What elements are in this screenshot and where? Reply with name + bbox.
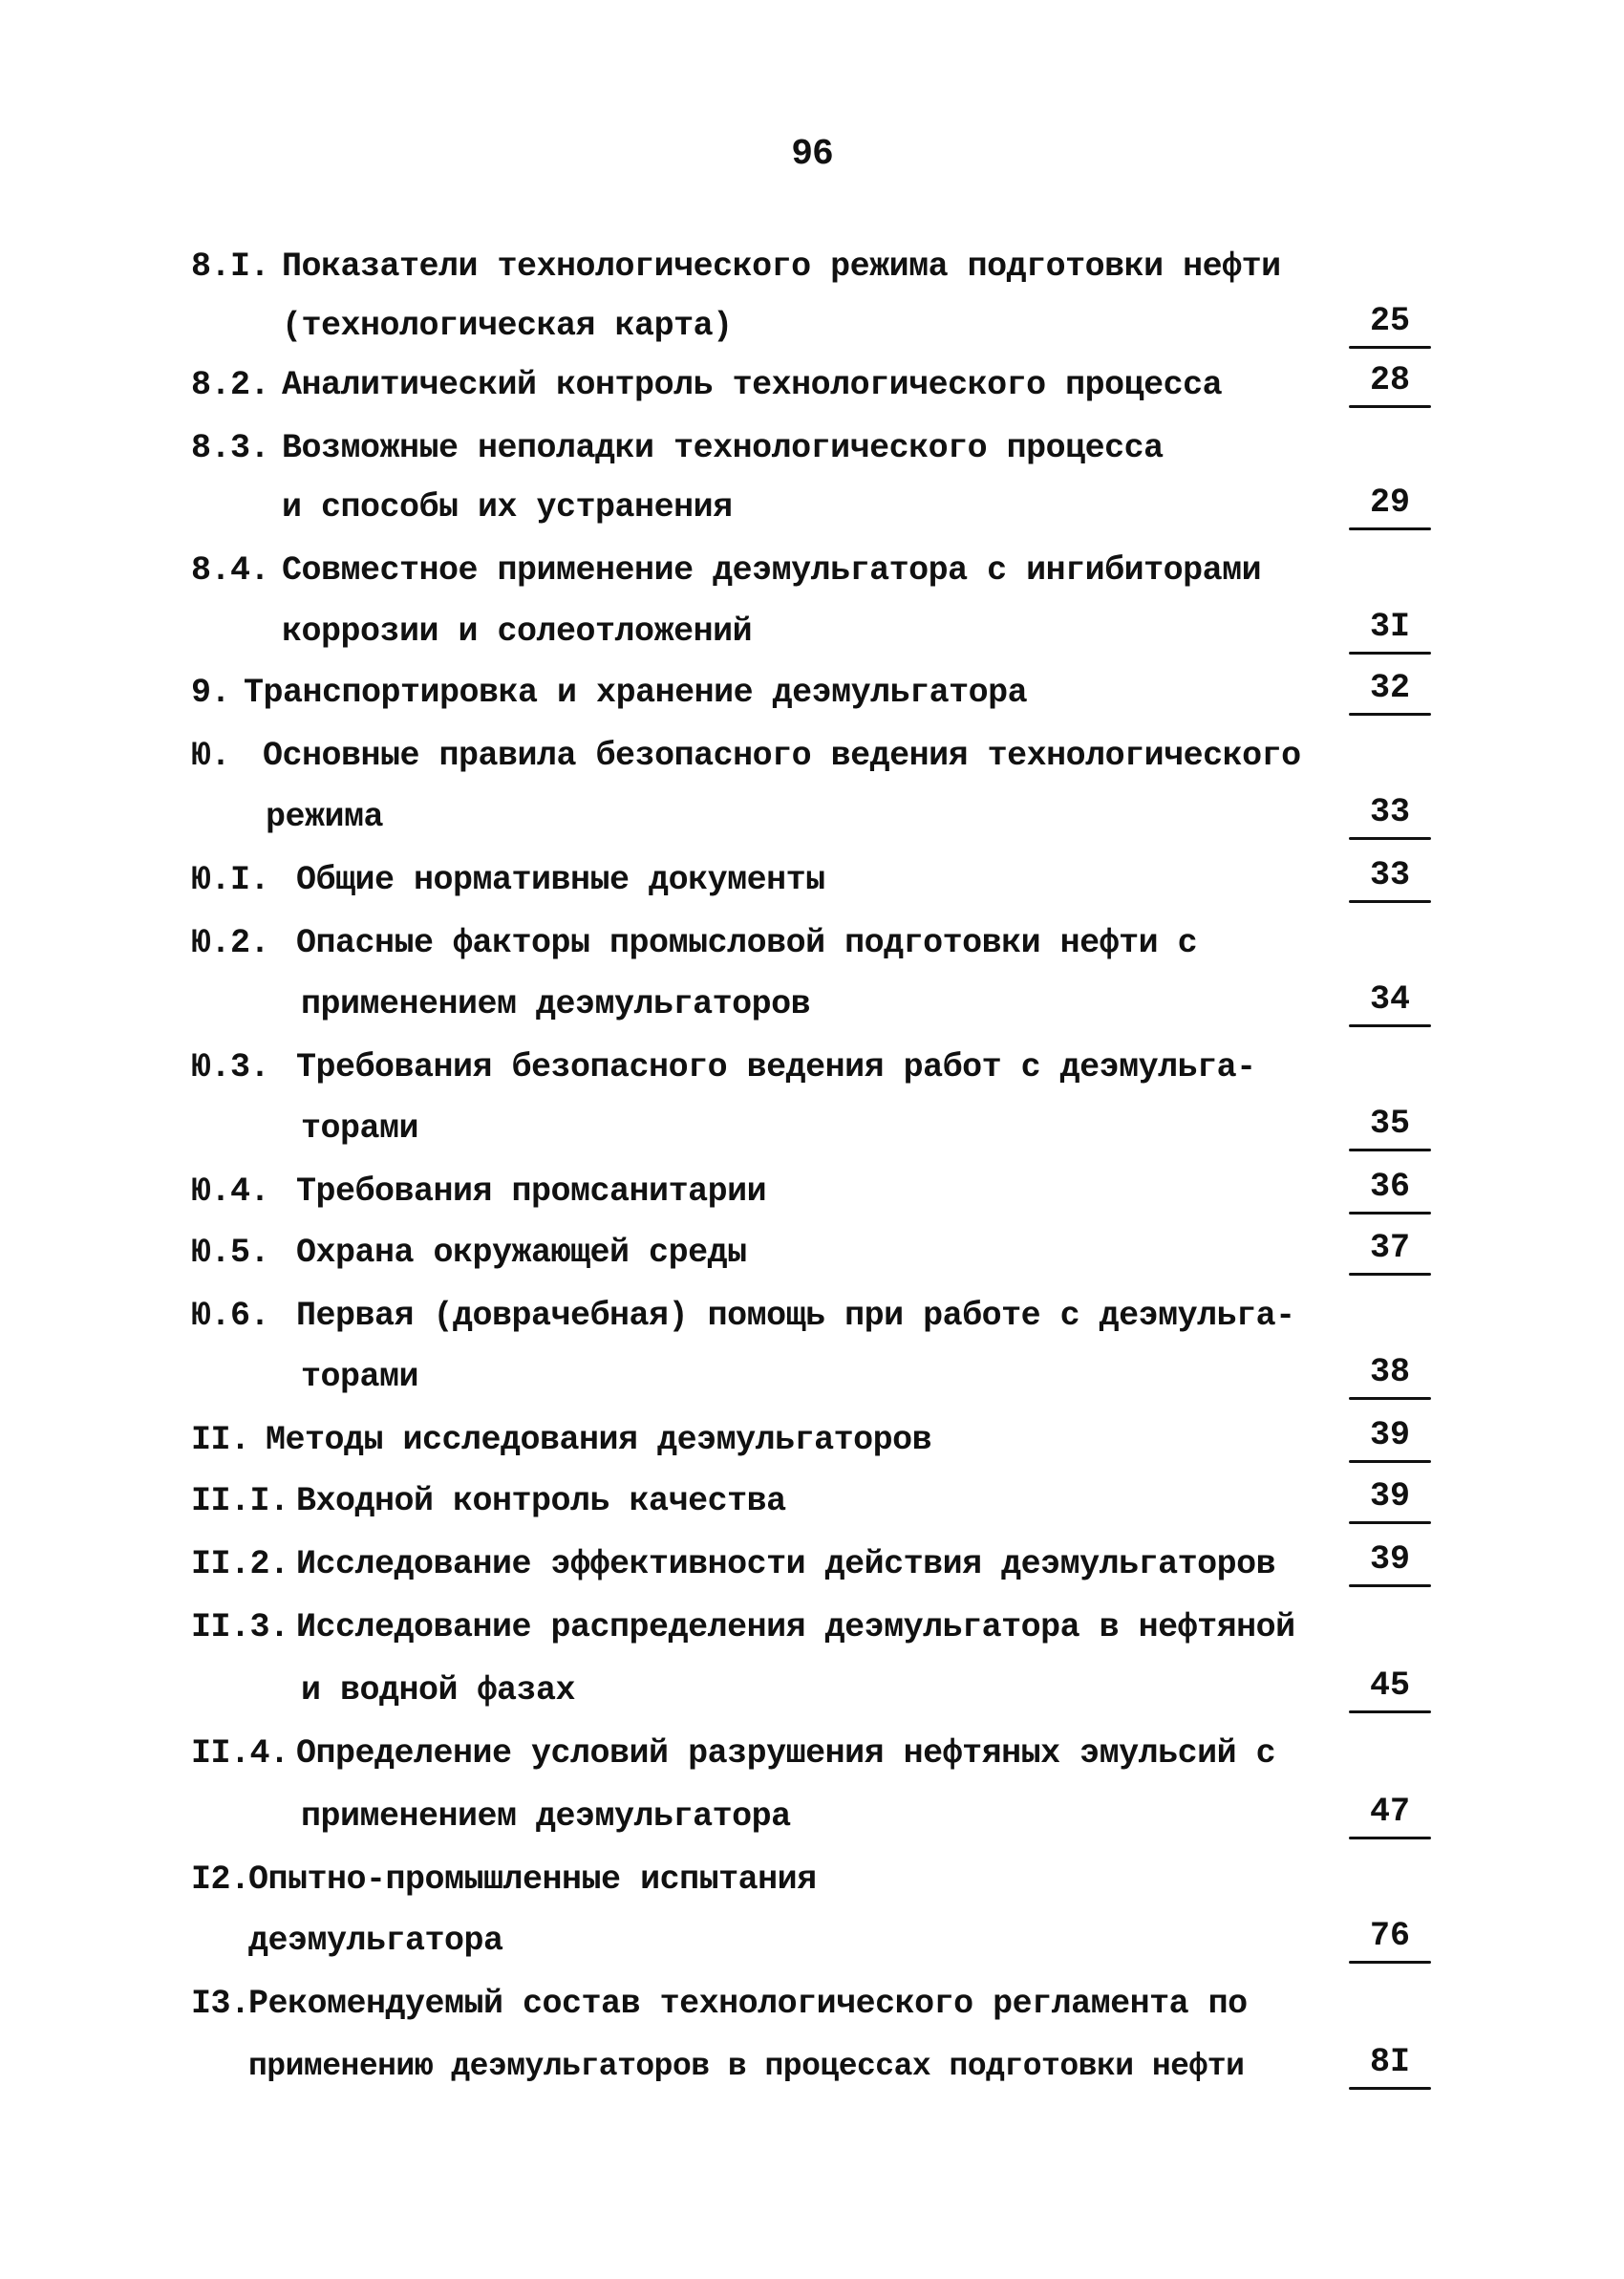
toc-entry-10-6 (191, 1288, 1433, 1351)
toc-entry-title: Охрана окружающей среды (296, 1234, 747, 1272)
toc-entry-number: Ю.6. (191, 1297, 270, 1335)
toc-page-number (1347, 1225, 1433, 1271)
toc-entry-8-4 (191, 543, 1433, 606)
toc-entry-number: II. (191, 1421, 250, 1459)
toc-page-number (1347, 789, 1433, 835)
toc-entry-title-continued: применением деэмульгатора (301, 1797, 791, 1836)
page-underline (1349, 346, 1431, 349)
page-underline (1349, 1149, 1431, 1151)
toc-page-number (1347, 1913, 1433, 1959)
toc-entry-number: 8.4. (191, 551, 270, 590)
page-underline (1349, 713, 1431, 716)
page-ref: 39 (1369, 1416, 1410, 1454)
toc-entry-title: Транспортировка и хранение деэмульгатора (244, 674, 1028, 712)
page-ref: 36 (1369, 1168, 1410, 1206)
toc-entry-title: Методы исследования деэмульгаторов (266, 1421, 932, 1459)
toc-page-number (1347, 357, 1433, 403)
toc-entry-8-3 (191, 420, 1433, 484)
page-ref: 37 (1369, 1229, 1410, 1267)
page-ref: 25 (1369, 302, 1410, 340)
toc-entry-11-3-cont (191, 1663, 1433, 1726)
toc-page-number (1347, 665, 1433, 711)
toc-entry-title-continued: коррозии и солеотложений (282, 613, 753, 651)
toc-entry-8-2 (191, 357, 1433, 420)
toc-page-number (1347, 298, 1433, 344)
page-ref: 8I (1369, 2043, 1410, 2081)
toc-entry-title-continued: деэмульгатора (248, 1922, 503, 1960)
toc-entry-title-continued: и водной фазах (301, 1671, 576, 1709)
toc-entry-number: II.2. (191, 1545, 289, 1583)
page-underline (1349, 837, 1431, 840)
toc-entry-number: II.4. (191, 1734, 289, 1773)
toc-entry-number: Ю.I. (191, 861, 270, 899)
toc-entry-number: 8.3. (191, 429, 270, 467)
toc-entry-title-continued: режима (266, 798, 384, 836)
page-underline (1349, 900, 1431, 903)
page-ref: 39 (1369, 1477, 1410, 1516)
toc-page-number (1347, 852, 1433, 898)
page-underline (1349, 1460, 1431, 1463)
page-ref: 39 (1369, 1540, 1410, 1579)
toc-entry-title-continued: применением деэмульгаторов (301, 985, 811, 1023)
toc-page-number (1347, 1473, 1433, 1519)
toc-entry-10-1 (191, 852, 1433, 915)
toc-page-number (1347, 977, 1433, 1022)
page-underline (1349, 652, 1431, 655)
toc-entry-title: Определение условий разрушения нефтяных эмульсий с (296, 1734, 1276, 1773)
toc-entry-13-cont (191, 2039, 1433, 2102)
page-ref: 35 (1369, 1105, 1410, 1143)
toc-entry-8-3-cont (191, 480, 1433, 543)
toc-entry-title: Возможные неполадки технологического процесса (282, 429, 1164, 467)
toc-page-number (1347, 1349, 1433, 1395)
toc-page-number (1347, 1164, 1433, 1210)
toc-entry-8-4-cont (191, 604, 1433, 667)
toc-entry-title: Аналитический контроль технологического процесса (282, 366, 1223, 404)
toc-entry-number: Ю.3. (191, 1048, 270, 1086)
page-underline (1349, 1584, 1431, 1587)
page-number: 96 (791, 134, 833, 175)
toc-entry-title-continued: и способы их устранения (282, 488, 733, 527)
toc-entry-title: Требования промсанитарии (296, 1172, 767, 1211)
toc-entry-title: Совместное применение деэмульгатора с ингибиторами (282, 551, 1262, 590)
toc-entry-11-2 (191, 1537, 1433, 1600)
toc-entry-11-3 (191, 1600, 1433, 1663)
page-underline (1349, 1837, 1431, 1839)
toc-entry-number: II.3. (191, 1608, 289, 1646)
toc-entry-11 (191, 1412, 1433, 1475)
table-of-contents (191, 239, 1433, 2150)
toc-entry-10-5 (191, 1225, 1433, 1288)
toc-entry-title-continued: (технологическая карта) (282, 307, 733, 345)
toc-entry-number: I2. (191, 1860, 250, 1899)
toc-page-number (1347, 1101, 1433, 1147)
page-underline (1349, 2087, 1431, 2090)
page-underline (1349, 1397, 1431, 1400)
page-underline (1349, 1961, 1431, 1964)
page-underline (1349, 405, 1431, 408)
toc-entry-10-2-cont (191, 977, 1433, 1040)
toc-entry-title-continued: торами (301, 1109, 419, 1148)
toc-entry-11-1 (191, 1473, 1433, 1537)
toc-entry-title: Входной контроль качества (296, 1482, 786, 1520)
toc-page-number (1347, 604, 1433, 650)
page-underline (1349, 1212, 1431, 1215)
toc-entry-title: Исследование эффективности действия деэмульгаторов (296, 1545, 1276, 1583)
page-ref: 28 (1369, 361, 1410, 399)
toc-entry-number: 8.2. (191, 366, 270, 404)
toc-entry-title: Опасные факторы промысловой подготовки нефти с (296, 924, 1198, 962)
page-ref: 32 (1369, 669, 1410, 707)
page-ref: 29 (1369, 484, 1410, 522)
toc-page-number (1347, 480, 1433, 526)
toc-entry-10-2 (191, 915, 1433, 978)
page-ref: 33 (1369, 793, 1410, 831)
toc-entry-number: I3. (191, 1985, 250, 2023)
toc-entry-8-1-cont (191, 298, 1433, 361)
page-ref: 76 (1369, 1917, 1410, 1955)
page-ref: 45 (1369, 1666, 1410, 1705)
toc-entry-number: Ю.4. (191, 1172, 270, 1211)
toc-entry-title-continued: торами (301, 1358, 419, 1396)
toc-entry-title: Основные правила безопасного ведения технологического (263, 737, 1301, 775)
page-ref: 3I (1369, 608, 1410, 646)
toc-entry-10-cont (191, 789, 1433, 852)
toc-entry-10-3-cont (191, 1101, 1433, 1164)
toc-entry-title: Общие нормативные документы (296, 861, 825, 899)
toc-entry-13 (191, 1976, 1433, 2039)
toc-page-number (1347, 1537, 1433, 1582)
toc-entry-title: Рекомендуемый состав технологического регламента по (248, 1985, 1248, 2023)
toc-entry-number: 8.I. (191, 247, 270, 286)
toc-entry-number: Ю. (191, 737, 231, 775)
toc-entry-8-1 (191, 239, 1433, 302)
page-underline (1349, 1024, 1431, 1027)
toc-entry-title: Показатели технологического режима подготовки нефти (282, 247, 1281, 286)
toc-entry-12 (191, 1852, 1433, 1915)
page-underline (1349, 1273, 1431, 1276)
page-ref: 38 (1369, 1353, 1410, 1391)
page-ref: 33 (1369, 856, 1410, 894)
toc-entry-10-6-cont (191, 1349, 1433, 1412)
page-ref: 47 (1369, 1793, 1410, 1831)
toc-entry-title: Исследование распределения деэмульгатора в нефтяной (296, 1608, 1295, 1646)
toc-entry-12-cont (191, 1913, 1433, 1976)
page-underline (1349, 1710, 1431, 1713)
toc-entry-10 (191, 728, 1433, 791)
toc-entry-11-4-cont (191, 1789, 1433, 1852)
toc-page-number (1347, 1789, 1433, 1835)
toc-entry-title: Опытно-промышленные испытания (248, 1860, 817, 1899)
page-underline (1349, 527, 1431, 530)
toc-entry-10-4 (191, 1164, 1433, 1227)
toc-entry-number: 9. (191, 674, 231, 712)
toc-entry-number: Ю.5. (191, 1234, 270, 1272)
toc-page-number (1347, 2039, 1433, 2085)
toc-entry-title: Требования безопасного ведения работ с деэмульга- (296, 1048, 1256, 1086)
toc-entry-title: Первая (доврачебная) помощь при работе с деэмульга- (296, 1297, 1295, 1335)
toc-entry-title-continued: применению деэмульгаторов в процессах подготовки нефти (248, 2049, 1245, 2084)
toc-entry-11-4 (191, 1726, 1433, 1789)
toc-entry-number: Ю.2. (191, 924, 270, 962)
toc-entry-10-3 (191, 1040, 1433, 1103)
toc-page-number (1347, 1412, 1433, 1458)
page-underline (1349, 1521, 1431, 1524)
page-ref: 34 (1369, 980, 1410, 1019)
toc-page-number (1347, 1663, 1433, 1709)
toc-entry-9 (191, 665, 1433, 728)
toc-entry-number: II.I. (191, 1482, 289, 1520)
